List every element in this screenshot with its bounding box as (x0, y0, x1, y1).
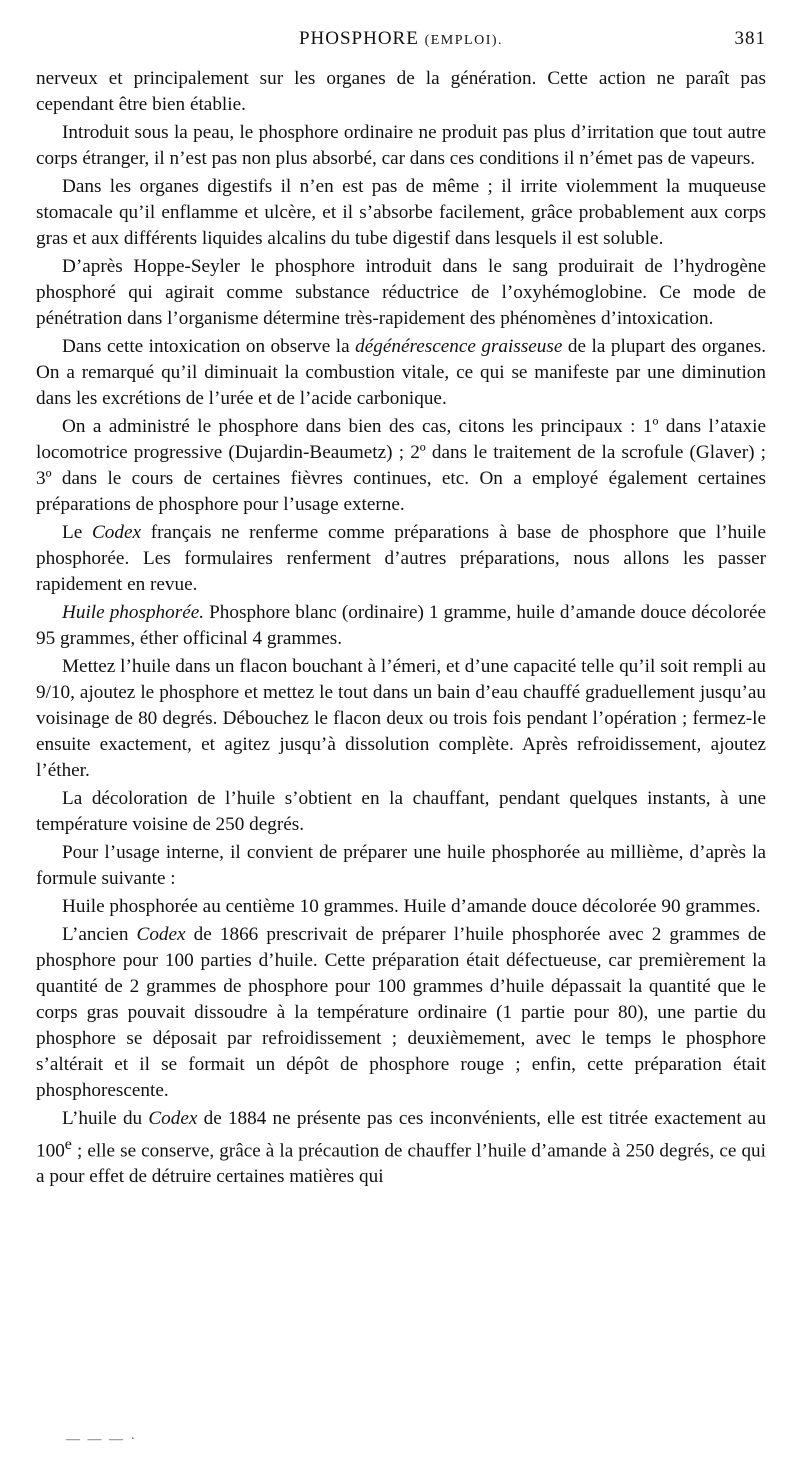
header-subtitle: (EMPLOI). (424, 33, 504, 48)
paragraph: L’huile du Codex de 1884 ne présente pas ces inconvénients, elle est titrée exactement au 100e ; elle se conserve, grâce à la précaution de chauffer l’huile d’amande à 250 degrés, ce qui a pour effet de détruire certaines matières qui (36, 1108, 766, 1188)
paragraph: Dans les organes digestifs il n’en est pas de même ; il irrite violemment la muqueuse stomacale qu’il enflamme et ulcère, et il s’absorbe facilement, grâce probablement aux corps gras et aux différents liquides alcalins du tube digestif dans lesquels il est soluble. (36, 176, 766, 249)
paragraph: Pour l’usage interne, il convient de préparer une huile phosphorée au millième, d’après la formule suivante : (36, 842, 766, 889)
running-header (36, 24, 766, 54)
paragraph: D’après Hoppe-Seyler le phosphore introduit dans le sang produirait de l’hydrogène phosphoré qui agirait comme substance réductrice de l’oxyhémoglobine. Ce mode de pénétration dans l’organisme détermine très-rapidement des phénomènes d’intoxication. (36, 256, 766, 329)
paragraph: L’ancien Codex de 1866 prescrivait de préparer l’huile phosphorée avec 2 grammes de phosphore pour 100 parties d’huile. Cette préparation était défectueuse, car premièrement la quantité de 2 grammes de phosphore pour 100 grammes d’huile dépassait la quantité que le corps gras pouvait dissoudre à la température ordinaire (1 partie pour 80), une partie du phosphore se déposait par refroidissement ; deuxièmement, avec le temps le phosphore s’altérait et il se formait un dépôt de phosphore rouge ; enfin, cette préparation était phosphorescente. (36, 924, 766, 1101)
paragraph: Dans cette intoxication on observe la dégénérescence graisseuse de la plupart des organes. On a remarqué qu’il diminuait la combustion vitale, ce qui se manifeste par une diminution dans les excrétions de l’urée et de l’acide carbonique. (36, 336, 766, 409)
paragraph: La décoloration de l’huile s’obtient en la chauffant, pendant quelques instants, à une température voisine de 250 degrés. (36, 788, 766, 835)
paragraph: Mettez l’huile dans un flacon bouchant à l’émeri, et d’une capacité telle qu’il soit rempli au 9/10, ajoutez le phosphore et mettez le tout dans un bain d’eau chauffé graduellement jusqu’au voisinage de 80 degrés. Débouchez le flacon deux ou trois fois pendant l’opération ; fermez-le ensuite exactement, et agitez jusqu’à dissolution complète. Après refroidissement, ajoutez l’éther. (36, 656, 766, 781)
paragraph: On a administré le phosphore dans bien des cas, citons les principaux : 1º dans l’ataxie locomotrice progressive (Dujardin-Beaumetz) ; 2º dans le traitement de la scrofule (Glaver) ; 3º dans le cours de certaines fièvres continues, etc. On a employé également certaines préparations de phosphore pour l’usage externe. (36, 416, 766, 515)
paragraph: nerveux et principalement sur les organes de la génération. Cette action ne paraît pas cependant être bien établie. (36, 68, 766, 115)
paragraph: Introduit sous la peau, le phosphore ordinaire ne produit pas plus d’irritation que tout autre corps étranger, il n’est pas non plus absorbé, car dans ces conditions il n’émet pas de vapeurs. (36, 122, 766, 169)
header-title: PHOSPHORE (298, 28, 419, 49)
page-number: 381 (734, 28, 766, 49)
footer-mark: — — — · (66, 1432, 138, 1447)
paragraph: Huile phosphorée. Phosphore blanc (ordinaire) 1 gramme, huile d’amande douce décolorée 95 grammes, éther officinal 4 grammes. (36, 602, 766, 649)
page-body (36, 66, 766, 1190)
document-page (36, 24, 766, 1192)
paragraph: Le Codex français ne renferme comme préparations à base de phosphore que l’huile phosphorée. Les formulaires renferment d’autres préparations, nous allons les passer rapidement en revue. (36, 522, 766, 595)
paragraph: Huile phosphorée au centième 10 grammes. Huile d’amande douce décolorée 90 grammes. (62, 896, 761, 917)
running-title (36, 28, 766, 50)
